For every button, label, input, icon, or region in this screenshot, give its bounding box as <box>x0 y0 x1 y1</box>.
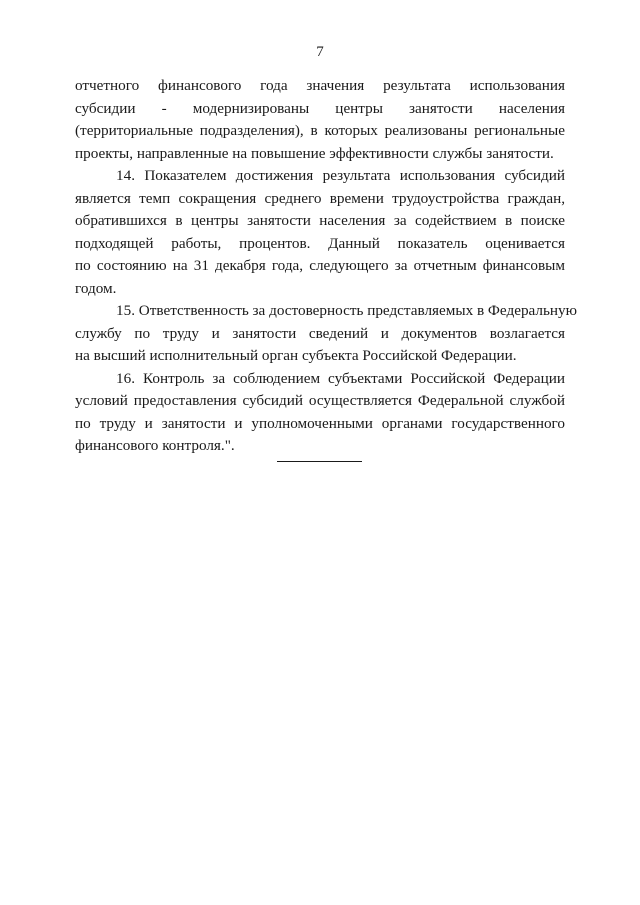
text-line: годом. <box>75 279 117 297</box>
text-line: по труду и занятости и уполномоченными органами государственного <box>75 414 565 432</box>
text-line: 14. Показателем достижения результата использования субсидий <box>116 167 565 184</box>
text-line: отчетного финансового года значения результата использования <box>75 77 565 94</box>
text-line: (территориальные подразделения), в которых реализованы региональные <box>75 122 565 139</box>
paragraph-14 <box>75 165 565 300</box>
text-line: финансового контроля.". <box>75 437 235 454</box>
text-line: субсидии - модернизированы центры занятости населения <box>75 99 565 117</box>
end-separator-line <box>277 461 362 462</box>
text-line: 16. Контроль за соблюдением субъектами Российской Федерации <box>116 369 565 387</box>
paragraph-15 <box>75 300 577 368</box>
text-line: подходящей работы, процентов. Данный показатель оценивается <box>75 234 565 252</box>
text-line: на высший исполнительный орган субъекта Российской Федерации. <box>75 347 517 364</box>
document-body <box>75 75 577 458</box>
paragraph-16 <box>75 368 565 458</box>
text-line: условий предоставления субсидий осуществляется Федеральной службой <box>75 392 565 409</box>
text-line: обратившихся в центры занятости населения за содействием в поиске <box>75 212 565 229</box>
paragraph-13-continuation <box>75 75 565 165</box>
text-line: по состоянию на 31 декабря года, следующего за отчетным финансовым <box>75 257 565 274</box>
text-line: является темп сокращения среднего времени трудоустройства граждан, <box>75 189 565 207</box>
text-line: проекты, направленные на повышение эффективности службы занятости. <box>75 144 554 162</box>
page-number: 7 <box>316 44 324 60</box>
text-line: 15. Ответственность за достоверность представляемых в Федеральную <box>116 302 577 319</box>
text-line: службу по труду и занятости сведений и документов возлагается <box>75 324 565 342</box>
